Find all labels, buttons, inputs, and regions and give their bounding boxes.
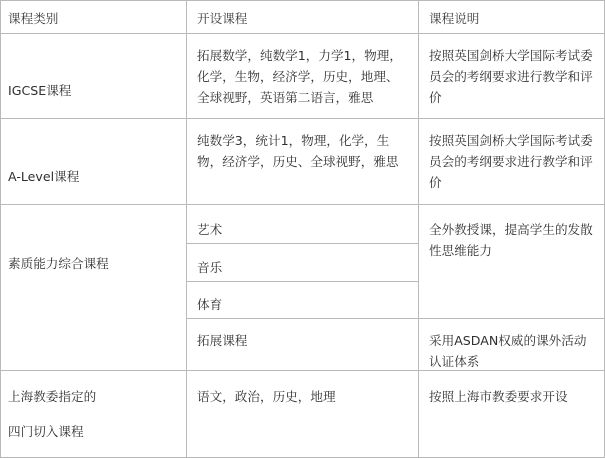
category-shanghai-line: 上海教委指定的 [8, 389, 97, 404]
description-line: 按照上海市教委要求开设 [429, 389, 568, 404]
category-comprehensive: 素质能力综合课程 [8, 256, 109, 271]
course-line: 纯数学3，统计1，物理，化学，生 [197, 133, 390, 148]
course-line: 拓展数学，纯数学1，力学1，物理， [197, 48, 402, 63]
sub-course-extension: 拓展课程 [197, 333, 248, 348]
table-rule [186, 0, 187, 458]
course-line: 化学，生物，经济学，历史，地理、 [197, 69, 399, 84]
table-rule [0, 370, 605, 371]
table-rule [186, 318, 605, 319]
course-line: 全球视野，英语第二语言，雅思 [197, 90, 374, 105]
course-line: 物，经济学，历史、全球视野，雅思 [197, 154, 399, 169]
category-shanghai-line: 四门切入课程 [8, 424, 84, 439]
header-category: 课程类别 [8, 11, 59, 26]
description-line: 全外教授课，提高学生的发散 [429, 222, 593, 237]
table-rule [0, 0, 1, 458]
description-line: 采用ASDAN权威的课外活动 [429, 333, 587, 348]
description-line: 按照英国剑桥大学国际考试委 [429, 48, 593, 63]
table-rule [0, 0, 605, 1]
description-line: 性思维能力 [429, 243, 492, 258]
table-rule [186, 281, 418, 282]
description-line: 认证体系 [429, 354, 480, 369]
table-rule [0, 204, 605, 205]
category-igcse: IGCSE课程 [8, 83, 72, 98]
description-line: 员会的考纲要求进行教学和评 [429, 154, 593, 169]
description-line: 价 [429, 90, 442, 105]
table-rule [186, 243, 418, 244]
table-rule [0, 33, 605, 34]
header-description: 课程说明 [429, 11, 480, 26]
table-rule [418, 0, 419, 458]
description-line: 员会的考纲要求进行教学和评 [429, 69, 593, 84]
description-line: 价 [429, 175, 442, 190]
sub-course-pe: 体育 [197, 297, 223, 312]
sub-course-music: 音乐 [197, 260, 223, 275]
header-courses: 开设课程 [197, 11, 248, 26]
course-line: 语文，政治，历史，地理 [197, 389, 336, 404]
sub-course-art: 艺术 [197, 222, 223, 237]
category-a-level: A-Level课程 [8, 169, 80, 184]
table-rule [0, 118, 605, 119]
description-line: 按照英国剑桥大学国际考试委 [429, 133, 593, 148]
